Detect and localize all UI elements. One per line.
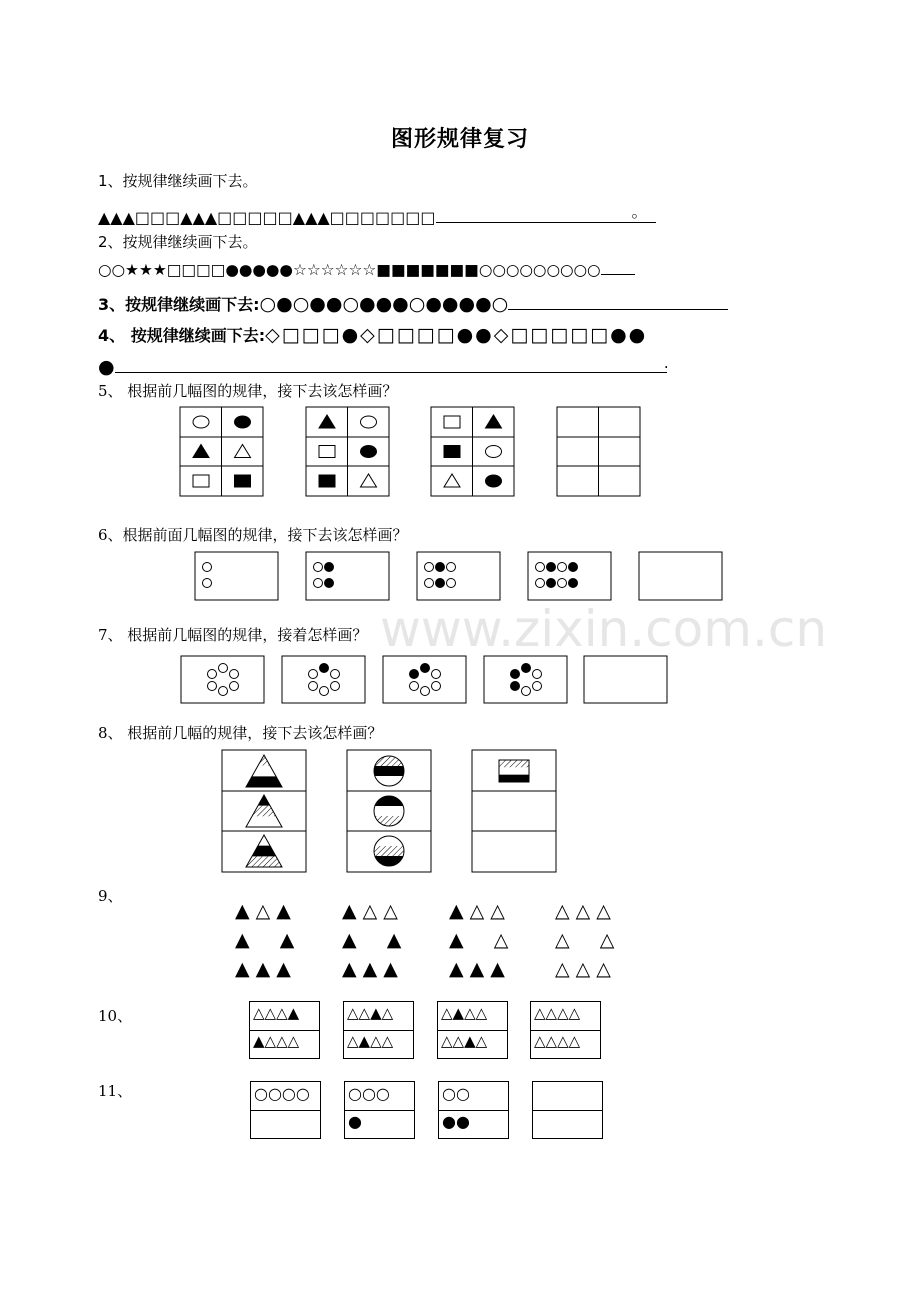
q7-box xyxy=(181,656,264,703)
box-divider xyxy=(344,1030,413,1031)
q9-triangle-group: ▲ ▲ xyxy=(342,929,402,951)
empty-circle xyxy=(432,670,441,679)
q11-top-shapes: ○○ xyxy=(442,1084,470,1103)
empty-circle xyxy=(230,682,239,691)
q9-triangle-group: ▲ ▲ xyxy=(235,929,295,951)
empty-circle xyxy=(331,682,340,691)
q11-label: 11、 xyxy=(98,1082,133,1100)
empty-circle xyxy=(320,687,329,696)
q10-box xyxy=(530,1001,601,1059)
q9-triangle-group: ▲ ▲ ▲ xyxy=(449,958,505,980)
q8-figures xyxy=(0,745,920,877)
filled-circle xyxy=(547,563,556,572)
triangle-shape xyxy=(361,474,377,487)
filled-circle xyxy=(410,670,419,679)
box-divider xyxy=(345,1110,414,1111)
q7-label: 7、 根据前几幅图的规律，接着怎样画？ xyxy=(98,626,368,644)
oval-shape xyxy=(361,416,377,428)
q1-shapes: ▲▲▲□□□▲▲▲□□□□□▲▲▲□□□□□□□ xyxy=(98,208,436,227)
q11-box xyxy=(532,1081,603,1139)
triangle-shape xyxy=(486,415,502,428)
empty-circle xyxy=(447,579,456,588)
q6-box xyxy=(417,552,500,600)
empty-circle xyxy=(432,682,441,691)
q6-label: 6、根据前面几幅图的规律，接下去该怎样画？ xyxy=(98,526,408,544)
q4-label: 4、 按规律继续画下去: xyxy=(98,326,266,345)
circle-band xyxy=(374,766,404,776)
rect-band xyxy=(499,775,529,782)
q9-triangle-group: △ △ xyxy=(555,929,615,951)
q9-triangle-group: ▲ △ △ xyxy=(342,900,398,922)
q5-label: 5、 根据前几幅图的规律，接下去该怎样画？ xyxy=(98,382,398,400)
empty-circle xyxy=(558,579,567,588)
q6-figures xyxy=(0,548,920,608)
q10-top-shapes: △▲△△ xyxy=(441,1004,488,1022)
q3-shapes: ○●○●●○●●●○●●●●○ xyxy=(259,293,509,315)
q10-bottom-shapes: △▲△△ xyxy=(347,1032,394,1050)
box-frame xyxy=(417,552,500,600)
q7-box xyxy=(282,656,365,703)
rect-band xyxy=(499,767,529,774)
q10-top-shapes: △△△▲ xyxy=(253,1004,300,1022)
box-frame xyxy=(306,552,389,600)
triangle-shape xyxy=(444,474,460,487)
filled-circle xyxy=(436,563,445,572)
q2-shapes: ○○★★★□□□□●●●●●☆☆☆☆☆☆■■■■■■■○○○○○○○○○ xyxy=(98,261,601,279)
empty-circle xyxy=(421,687,430,696)
box-divider xyxy=(250,1030,319,1031)
q8-label: 8、 根据前几幅的规律，接下去该怎样画？ xyxy=(98,724,383,742)
empty-circle xyxy=(522,687,531,696)
filled-circle xyxy=(569,579,578,588)
oval-shape xyxy=(486,475,502,487)
q5-grid xyxy=(306,407,389,496)
q4-answer-blank[interactable] xyxy=(115,354,667,373)
filled-circle xyxy=(320,664,329,673)
q11-bottom-shapes: ● xyxy=(348,1112,362,1131)
q9-triangle-group: ▲ △ ▲ xyxy=(235,900,291,922)
q10-bottom-shapes: ▲△△△ xyxy=(253,1032,300,1050)
rectangle-shape xyxy=(444,446,460,458)
q7-box xyxy=(584,656,667,703)
box-frame xyxy=(584,656,667,703)
rectangle-shape xyxy=(235,475,251,487)
oval-shape xyxy=(486,446,502,458)
q10-bottom-shapes: △△▲△ xyxy=(441,1032,488,1050)
empty-circle xyxy=(208,670,217,679)
q5-figures xyxy=(0,400,920,505)
watermark: www.zixin.com.cn xyxy=(380,600,828,658)
rectangle-shape xyxy=(319,446,335,458)
empty-circle xyxy=(309,682,318,691)
q10-box xyxy=(437,1001,508,1059)
filled-circle xyxy=(569,563,578,572)
filled-circle xyxy=(547,579,556,588)
q3-answer-blank[interactable] xyxy=(508,309,728,310)
q1-end-mark: 。 xyxy=(631,202,648,221)
q4-end-mark: . xyxy=(663,354,669,372)
q4-shapes: ◇□□□●◇□□□□●●◇□□□□□●● xyxy=(265,324,648,346)
rectangle-shape xyxy=(193,475,209,487)
filled-circle xyxy=(511,682,520,691)
empty-circle xyxy=(219,687,228,696)
q7-box xyxy=(484,656,567,703)
box-divider xyxy=(439,1110,508,1111)
empty-circle xyxy=(331,670,340,679)
q10-bottom-shapes: △△△△ xyxy=(534,1032,581,1050)
box-frame xyxy=(195,552,278,600)
triangle-band xyxy=(252,766,276,777)
q2-label: 2、按规律继续画下去。 xyxy=(98,233,258,251)
filled-circle xyxy=(436,579,445,588)
q10-box xyxy=(249,1001,320,1059)
box-frame xyxy=(639,552,722,600)
q9-label: 9、 xyxy=(98,887,123,905)
q7-figures xyxy=(0,652,920,710)
q8-column xyxy=(347,750,431,872)
q9-triangle-group: △ △ △ xyxy=(555,900,611,922)
rectangle-shape xyxy=(319,475,335,487)
circle-band xyxy=(374,806,404,816)
q11-top-shapes: ○○○○ xyxy=(254,1084,310,1103)
empty-circle xyxy=(447,563,456,572)
q5-grid xyxy=(557,407,640,496)
q3-label: 3、按规律继续画下去: xyxy=(98,295,260,314)
triangle-band xyxy=(252,846,276,857)
empty-circle xyxy=(208,682,217,691)
box-divider xyxy=(531,1030,600,1031)
empty-circle xyxy=(230,670,239,679)
q6-box xyxy=(528,552,611,600)
q7-box xyxy=(383,656,466,703)
q9-triangle-group: ▲ △ △ xyxy=(449,900,505,922)
q4-sequence xyxy=(98,323,647,346)
q11-box xyxy=(438,1081,509,1139)
empty-circle xyxy=(314,579,323,588)
q8-column xyxy=(472,750,556,872)
oval-shape xyxy=(193,416,209,428)
empty-circle xyxy=(533,682,542,691)
q9-triangle-group: ▲ △ xyxy=(449,929,509,951)
oval-shape xyxy=(361,446,377,458)
q9-triangle-group: ▲ ▲ ▲ xyxy=(235,958,291,980)
triangle-shape xyxy=(193,445,209,458)
rect-band xyxy=(499,760,529,767)
q2-sequence xyxy=(98,261,635,279)
triangle-band xyxy=(258,755,270,766)
q8-column xyxy=(222,750,306,872)
filled-circle xyxy=(511,670,520,679)
q10-top-shapes: △△△△ xyxy=(534,1004,581,1022)
filled-circle xyxy=(325,563,334,572)
triangle-shape xyxy=(235,445,251,458)
page-title: 图形规律复习 xyxy=(390,127,529,152)
q10-label: 10、 xyxy=(98,1007,133,1025)
triangle-shape xyxy=(319,415,335,428)
box-frame xyxy=(528,552,611,600)
q3-sequence xyxy=(98,292,728,315)
q5-grid xyxy=(431,407,514,496)
empty-circle xyxy=(425,563,434,572)
circle-band xyxy=(374,846,404,856)
q9-triangle-group: △ △ △ xyxy=(555,958,611,980)
box-divider xyxy=(438,1030,507,1031)
filled-circle xyxy=(325,579,334,588)
q2-answer-blank[interactable] xyxy=(601,274,635,275)
triangle-band xyxy=(252,806,276,817)
q1-label: 1、按规律继续画下去。 xyxy=(98,172,258,190)
q10-top-shapes: △△▲△ xyxy=(347,1004,394,1022)
filled-circle xyxy=(522,664,531,673)
empty-circle xyxy=(309,670,318,679)
q5-grid xyxy=(180,407,263,496)
triangle-band xyxy=(258,835,270,846)
filled-circle xyxy=(421,664,430,673)
q9-triangle-group: ▲ ▲ ▲ xyxy=(342,958,398,980)
box-divider xyxy=(533,1110,602,1111)
empty-circle xyxy=(203,563,212,572)
empty-circle xyxy=(536,579,545,588)
rectangle-shape xyxy=(444,416,460,428)
q11-box xyxy=(250,1081,321,1139)
empty-circle xyxy=(219,664,228,673)
empty-circle xyxy=(203,579,212,588)
empty-circle xyxy=(533,670,542,679)
q11-bottom-shapes: ●● xyxy=(442,1112,470,1131)
oval-shape xyxy=(235,416,251,428)
empty-circle xyxy=(425,579,434,588)
q4-shapes-2: ● xyxy=(98,356,115,378)
q6-box xyxy=(306,552,389,600)
q11-box xyxy=(344,1081,415,1139)
q1-sequence xyxy=(98,199,656,227)
q10-box xyxy=(343,1001,414,1059)
empty-circle xyxy=(536,563,545,572)
box-divider xyxy=(251,1110,320,1111)
q4-sequence-line2 xyxy=(98,354,667,378)
q1-answer-blank[interactable] xyxy=(436,199,656,223)
triangle-band xyxy=(258,795,270,806)
empty-circle xyxy=(314,563,323,572)
q6-box xyxy=(639,552,722,600)
q11-top-shapes: ○○○ xyxy=(348,1084,390,1103)
empty-circle xyxy=(410,682,419,691)
q6-box xyxy=(195,552,278,600)
empty-circle xyxy=(558,563,567,572)
